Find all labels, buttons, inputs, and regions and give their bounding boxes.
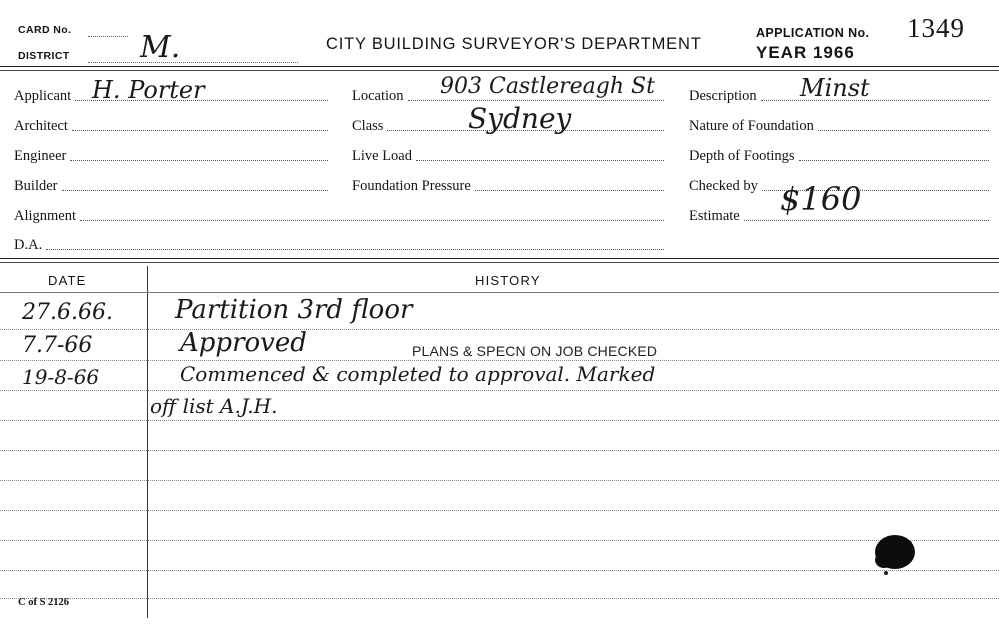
foundation-pressure-field xyxy=(352,175,664,195)
alignment-label: Alignment xyxy=(14,208,77,224)
live-load-label: Live Load xyxy=(352,148,412,164)
district-value: M. xyxy=(140,30,181,65)
builder-field xyxy=(14,175,328,195)
history-text-2: Approved xyxy=(180,328,307,358)
da-label: D.A. xyxy=(14,237,43,253)
class-value: Sydney xyxy=(468,102,572,135)
da-field xyxy=(14,234,664,254)
application-no-value: 1349 xyxy=(907,13,965,43)
checked-by-label: Checked by xyxy=(689,178,758,194)
history-date-2: 7.7-66 xyxy=(22,333,93,358)
applicant-value: H. Porter xyxy=(92,76,205,104)
ruled-line xyxy=(0,540,999,542)
history-column-header: HISTORY xyxy=(475,273,541,288)
architect-label: Architect xyxy=(14,118,68,134)
ink-blot xyxy=(872,530,922,578)
history-date-3: 19-8-66 xyxy=(22,365,100,389)
engineer-label: Engineer xyxy=(14,148,67,164)
card-no-line xyxy=(88,36,128,37)
ruled-line xyxy=(0,390,999,392)
date-column-header: DATE xyxy=(48,273,87,288)
card-no-label: CARD No. xyxy=(18,24,72,36)
depth-of-footings-field xyxy=(689,145,989,165)
history-rule-top xyxy=(0,258,999,259)
location-value: 903 Castlereagh St xyxy=(440,74,655,99)
nature-of-foundation-label: Nature of Foundation xyxy=(689,118,814,134)
district-line xyxy=(88,62,298,63)
nature-of-foundation-field xyxy=(689,115,989,135)
ruled-line xyxy=(0,329,999,331)
description-label: Description xyxy=(689,88,757,104)
ruled-line xyxy=(0,480,999,482)
header-rule-bottom xyxy=(0,70,999,71)
history-date-1: 27.6.66. xyxy=(22,300,113,325)
engineer-field xyxy=(14,145,328,165)
header-rule-top xyxy=(0,66,999,67)
architect-field xyxy=(14,115,328,135)
class-label: Class xyxy=(352,118,384,134)
ruled-line xyxy=(0,420,999,422)
application-no-label: APPLICATION No. xyxy=(756,26,870,40)
ruled-line xyxy=(0,450,999,452)
history-rule-bottom xyxy=(0,262,999,263)
applicant-label: Applicant xyxy=(14,88,72,104)
year-label: YEAR 1966 xyxy=(756,43,855,62)
location-label: Location xyxy=(352,88,404,104)
form-code: C of S 2126 xyxy=(18,597,70,608)
estimate-value: $160 xyxy=(780,180,862,218)
foundation-pressure-label: Foundation Pressure xyxy=(352,178,471,194)
date-history-divider xyxy=(147,266,148,618)
builder-label: Builder xyxy=(14,178,58,194)
history-header-rule xyxy=(0,292,999,293)
depth-of-footings-label: Depth of Footings xyxy=(689,148,795,164)
alignment-field xyxy=(14,205,664,225)
history-text-4: off list A.J.H. xyxy=(150,394,278,418)
history-text-3: Commenced & completed to approval. Marked xyxy=(180,362,656,386)
ruled-line xyxy=(0,510,999,512)
ruled-line xyxy=(0,598,999,600)
ruled-line xyxy=(0,570,999,572)
plans-checked-stamp: PLANS & SPECN ON JOB CHECKED xyxy=(412,343,658,359)
description-value: Minst xyxy=(800,74,870,102)
estimate-label: Estimate xyxy=(689,208,740,224)
district-label: DISTRICT xyxy=(18,50,70,62)
department-title: CITY BUILDING SURVEYOR'S DEPARTMENT xyxy=(326,35,702,53)
live-load-field xyxy=(352,145,664,165)
history-text-1: Partition 3rd floor xyxy=(175,295,413,325)
